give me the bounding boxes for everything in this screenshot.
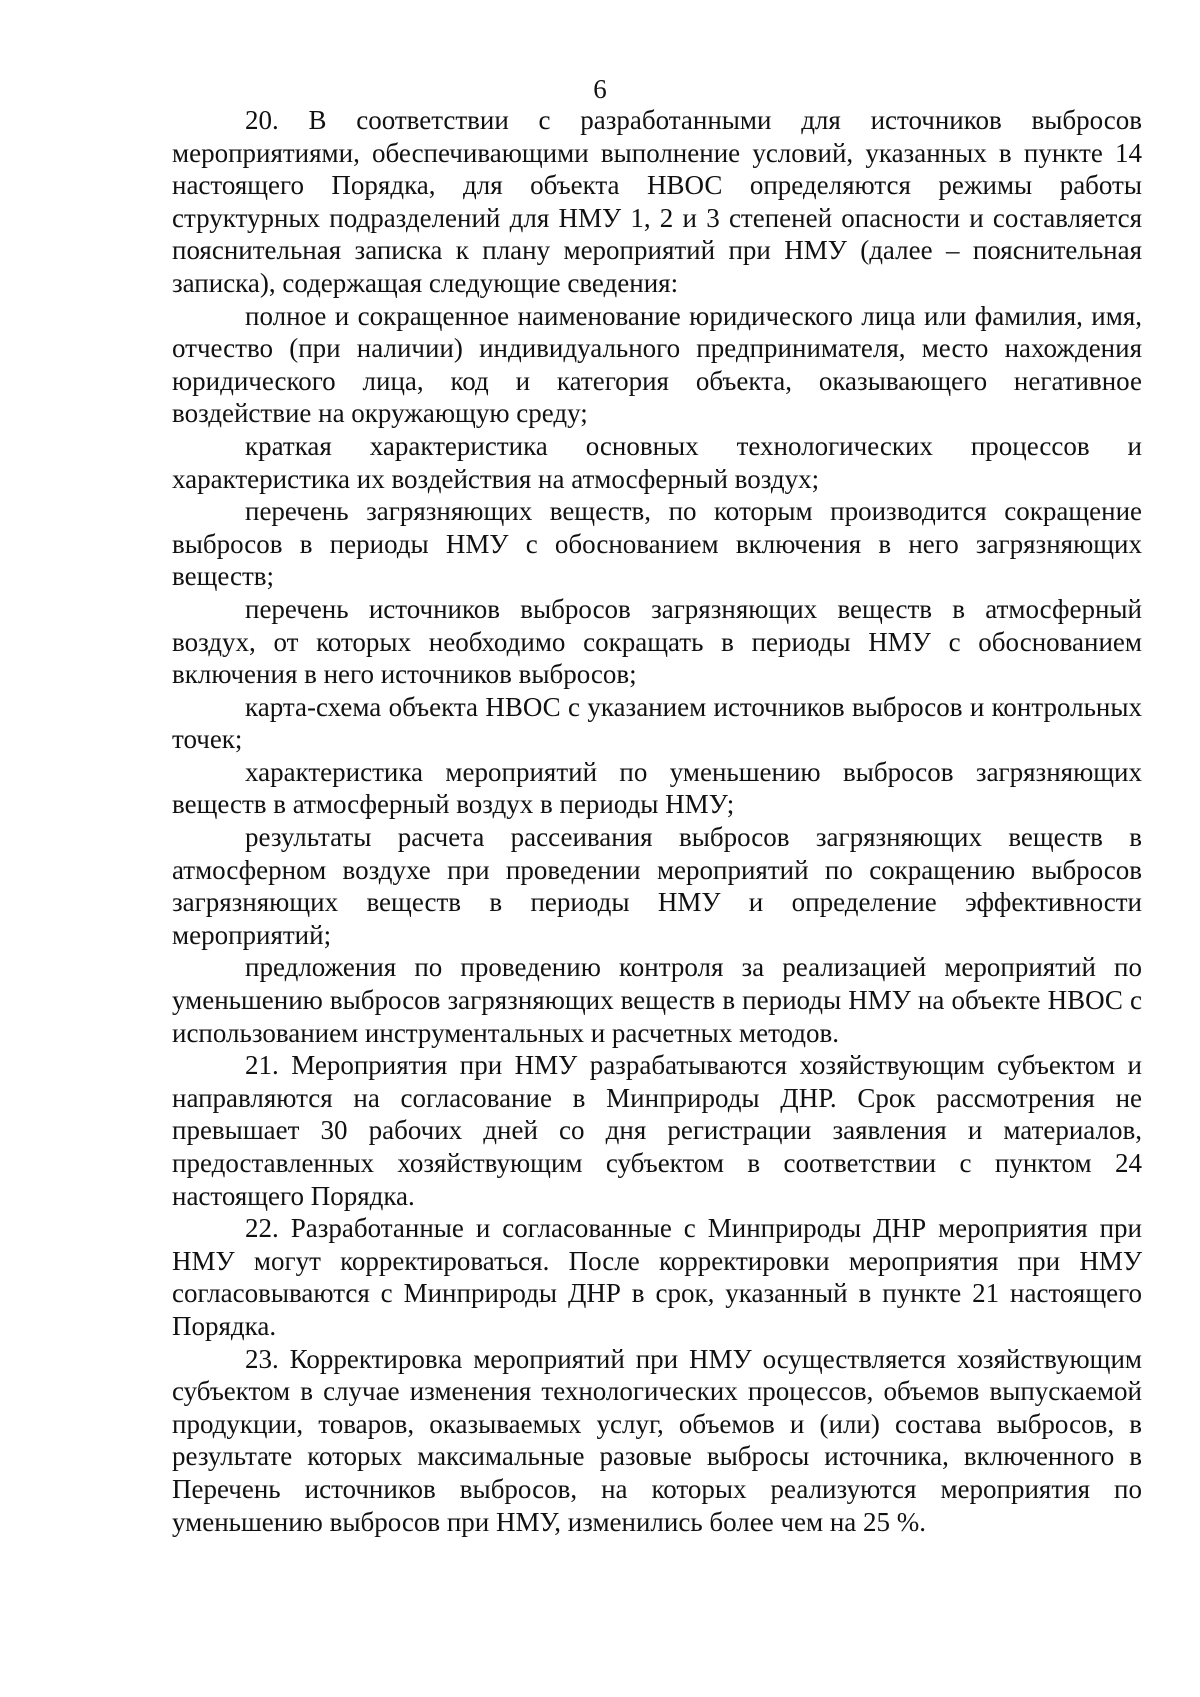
document-body xyxy=(172,104,1142,1538)
paragraph-22: 22. Разработанные и согласованные с Минприроды ДНР мероприятия при НМУ могут корректироваться. После корректировки мероприятия при НМУ согласовываются с Минприроды ДНР в срок, указанный в пункте 21 настоящего Порядка. xyxy=(172,1213,1142,1341)
paragraph-20-intro: 20. В соответствии с разработанными для источников выбросов мероприятиями, обеспечивающими выполнение условий, указанных в пункте 14 настоящего Порядка, для объекта НВОС определяются режимы работы структурных подразделений для НМУ 1, 2 и 3 степеней опасности и составляется пояснительная записка к плану мероприятий при НМУ (далее – пояснительная записка), содержащая следующие сведения: xyxy=(172,105,1142,298)
paragraph-23: 23. Корректировка мероприятий при НМУ осуществляется хозяйствующим субъектом в случае изменения технологических процессов, объемов выпускаемой продукции, товаров, оказываемых услуг, объемов и (или) состава выбросов, в результате которых максимальные разовые выбросы источника, включенного в Перечень источников выбросов, на которых реализуются мероприятия по уменьшению выбросов при НМУ, изменились более чем на 25 %. xyxy=(172,1343,1142,1537)
list-item-legal-entity-name: полное и сокращенное наименование юридического лица или фамилия, имя, отчество (при наличии) индивидуального предпринимателя, место нахождения юридического лица, код и категория объекта, оказывающего негативное воздействие на окружающую среду; xyxy=(172,300,1142,429)
list-item-measures-characteristics: характеристика мероприятий по уменьшению выбросов загрязняющих веществ в атмосферный воздух в периоды НМУ; xyxy=(172,756,1142,820)
list-item-dispersion-results: результаты расчета рассеивания выбросов загрязняющих веществ в атмосферном воздухе при проведении мероприятий по сокращению выбросов загрязняющих веществ в периоды НМУ и определение эффективности мероприятий; xyxy=(172,822,1142,950)
list-item-site-map: карта-схема объекта НВОС с указанием источников выбросов и контрольных точек; xyxy=(172,691,1142,755)
list-item-pollutants-list: перечень загрязняющих веществ, по которым производится сокращение выбросов в периоды НМУ с обоснованием включения в него загрязняющих веществ; xyxy=(172,496,1142,592)
paragraph-21: 21. Мероприятия при НМУ разрабатываются хозяйствующим субъектом и направляются на согласование в Минприроды ДНР. Срок рассмотрения не превышает 30 рабочих дней со дня регистрации заявления и материалов, предоставленных хозяйствующим субъектом в соответствии с пунктом 24 настоящего Порядка. xyxy=(172,1050,1142,1211)
list-item-process-characteristics: краткая характеристика основных технологических процессов и характеристика их воздействия на атмосферный воздух; xyxy=(172,430,1142,494)
list-item-control-proposals: предложения по проведению контроля за реализацией мероприятий по уменьшению выбросов загрязняющих веществ в периоды НМУ на объекте НВОС с использованием инструментальных и расчетных методов. xyxy=(172,952,1142,1048)
page-number: 6 xyxy=(593,74,607,104)
list-item-emission-sources-list: перечень источников выбросов загрязняющих веществ в атмосферный воздух, от которых необходимо сокращать в периоды НМУ с обоснованием включения в него источников выбросов; xyxy=(172,593,1142,690)
